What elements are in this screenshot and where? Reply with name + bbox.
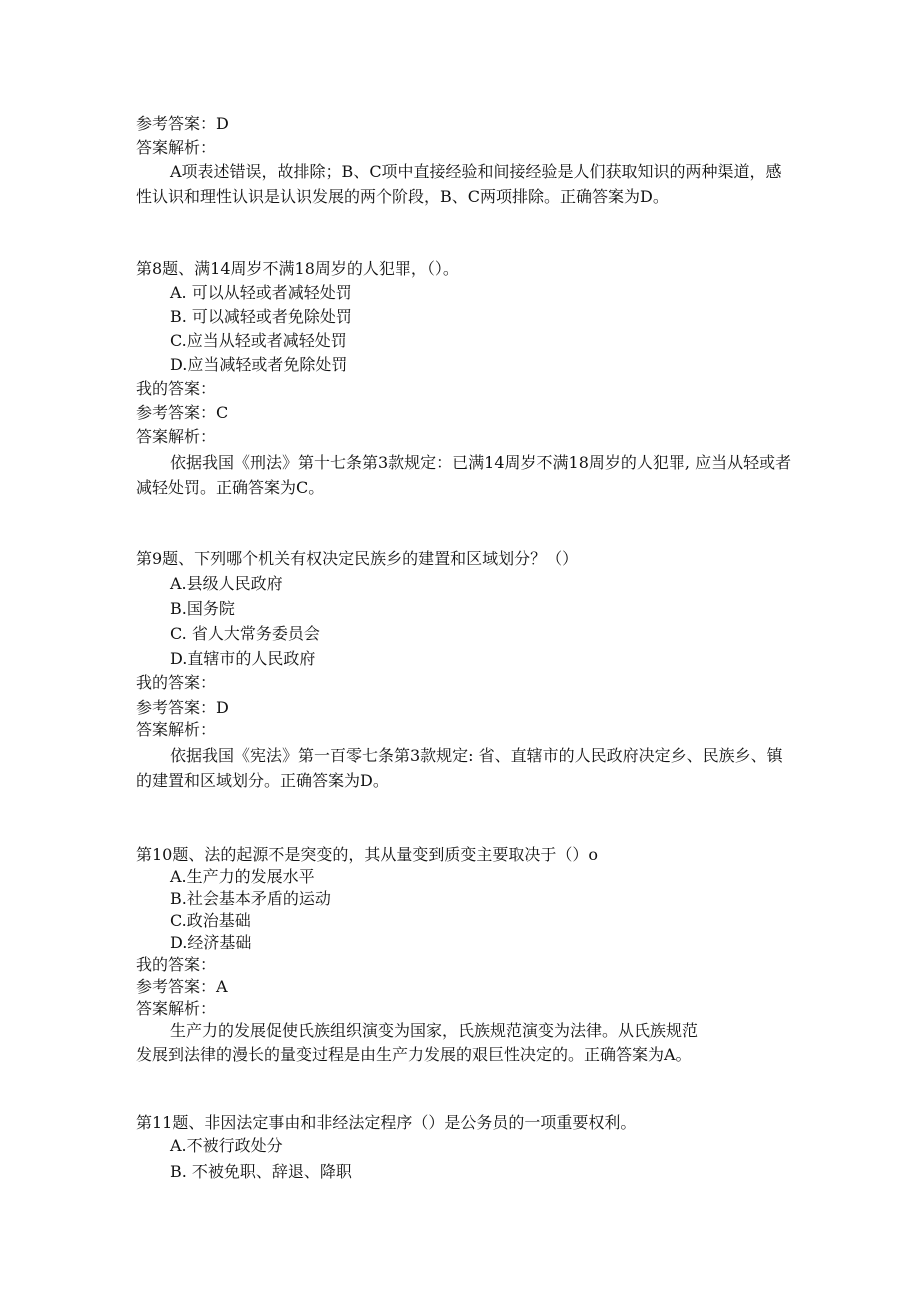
- question-10-ref-answer: 参考答案：A: [136, 977, 228, 996]
- question-8-option-c: C.应当从轻或者减轻处罚: [170, 331, 347, 350]
- analysis-text: A项表述错误，故排除；B、C项中直接经验和间接经验是人们获取知识的两种渠道，感性认识和理性认识是认识发展的两个阶段，B、C两项排除。正确答案为D。: [136, 162, 782, 206]
- question-8-analysis-text: 依据我国《刑法》第十七条第3款规定：已满14周岁不满18周岁的人犯罪, 应当从轻或者减轻处罚。正确答案为C。: [136, 453, 792, 497]
- question-10-analysis-text-line-1: 生产力的发展促使氏族组织演变为国家，氏族规范演变为法律。从氏族规范: [170, 1021, 699, 1040]
- question-9-option-a: A.县级人民政府: [170, 574, 283, 593]
- question-8-title: 第8题、满14周岁不满18周岁的人犯罪，（）。: [136, 259, 459, 278]
- question-8-ref-answer: 参考答案：C: [136, 403, 229, 422]
- question-10-analysis-text-line-2: 发展到法律的漫长的量变过程是由生产力发展的艰巨性决定的。正确答案为A。: [136, 1045, 692, 1064]
- question-8-option-a: A. 可以从轻或者减轻处罚: [170, 283, 352, 302]
- question-9-analysis-text: 依据我国《宪法》第一百零七条第3款规定: 省、直辖市的人民政府决定乡、民族乡、镇的建置和区域划分。正确答案为D。: [136, 746, 783, 790]
- question-10-analysis-label: 答案解析：: [136, 999, 217, 1018]
- question-9-option-d: D.直辖市的人民政府: [170, 649, 316, 668]
- question-10-option-c: C.政治基础: [170, 911, 251, 930]
- question-9-analysis-label: 答案解析：: [136, 720, 217, 739]
- question-8-my-answer: 我的答案：: [136, 379, 217, 398]
- question-11-title: 第11题、非因法定事由和非经法定程序（）是公务员的一项重要权利。: [136, 1113, 637, 1132]
- question-10-title: 第10题、法的起源不是突变的，其从量变到质变主要取决于（）o: [136, 845, 598, 864]
- question-11-option-a: A.不被行政处分: [170, 1136, 283, 1155]
- question-9-ref-answer: 参考答案：D: [136, 698, 229, 717]
- question-8-analysis-label: 答案解析：: [136, 427, 217, 446]
- question-11-option-b: B. 不被免职、辞退、降职: [170, 1162, 352, 1181]
- analysis-label: 答案解析：: [136, 138, 217, 157]
- question-10-option-a: A.生产力的发展水平: [170, 867, 315, 886]
- question-9-option-b: B.国务院: [170, 599, 235, 618]
- question-10-option-b: B.社会基本矛盾的运动: [170, 889, 331, 908]
- question-8-option-d: D.应当减轻或者免除处罚: [170, 355, 348, 374]
- question-9-my-answer: 我的答案：: [136, 673, 217, 692]
- question-9-title: 第9题、下列哪个机关有权决定民族乡的建置和区域划分？（）: [136, 549, 579, 568]
- question-9-option-c: C. 省人大常务委员会: [170, 624, 320, 643]
- question-8-option-b: B. 可以减轻或者免除处罚: [170, 307, 352, 326]
- question-10-option-d: D.经济基础: [170, 933, 252, 952]
- question-10-my-answer: 我的答案：: [136, 955, 217, 974]
- ref-answer: 参考答案：D: [136, 114, 229, 133]
